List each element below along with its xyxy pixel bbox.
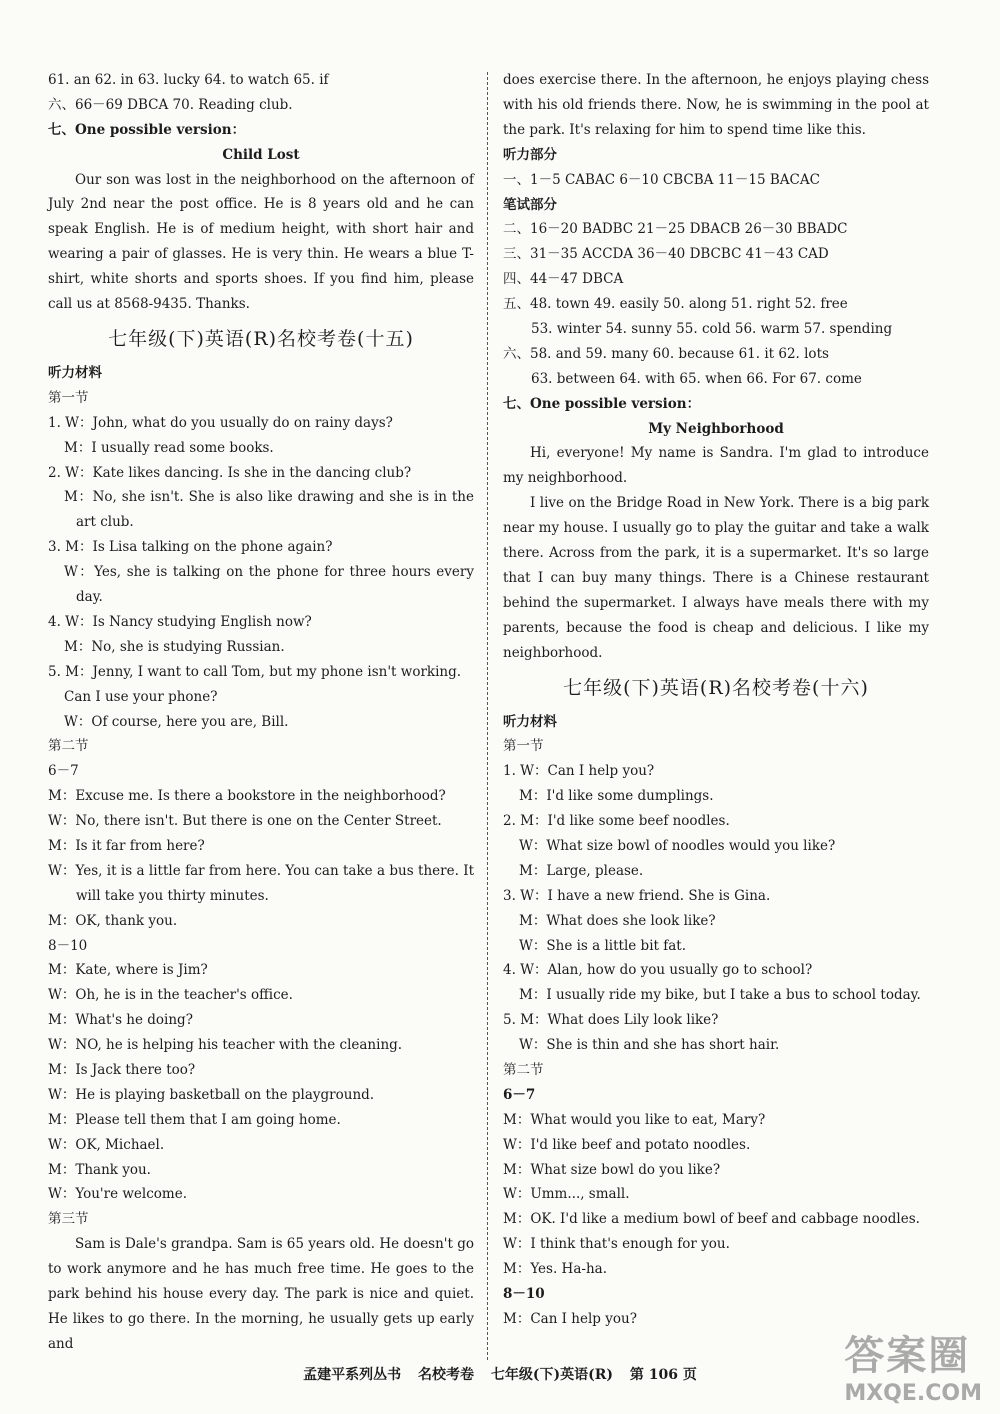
- text-line: M：What would you like to eat, Mary?: [503, 1111, 766, 1128]
- dialogue-line: M：No, she is studying Russian.: [64, 638, 285, 655]
- text-line: 3. M：Is Lisa talking on the phone again?: [48, 539, 333, 556]
- text-line: W：I think that's enough for you.: [503, 1236, 730, 1253]
- left-column: [48, 68, 474, 1357]
- text-line: M：Is it far from here?: [48, 837, 205, 854]
- text-line: W：Oh, he is in the teacher's office.: [48, 987, 293, 1004]
- text-line: M：Can I help you?: [503, 1310, 637, 1327]
- answer-line: 53. winter 54. sunny 55. cold 56. warm 57. spending: [531, 320, 893, 337]
- section-heading: 七、One possible version：: [48, 121, 246, 138]
- text-line: 5. M：Jenny, I want to call Tom, but my phone isn't working.: [48, 663, 462, 680]
- text-line: 第一节: [48, 389, 89, 406]
- text-line: W：You're welcome.: [48, 1186, 188, 1203]
- text-line: 61. an 62. in 63. lucky 64. to watch 65. if: [48, 72, 329, 88]
- text-line: 六、66－69 DBCA 70. Reading club.: [48, 96, 293, 113]
- section-heading: 6－7: [503, 1086, 536, 1103]
- text-line: 8－10: [48, 937, 88, 954]
- answer-line: 63. between 64. with 65. when 66. For 67. come: [531, 370, 862, 387]
- footer-book: 名校考卷: [418, 1367, 474, 1383]
- text-line: 第一节: [503, 738, 544, 755]
- text-line: M：Yes. Ha-ha.: [503, 1261, 607, 1278]
- text-line: 一、1－5 CABAC 6－10 CBCBA 11－15 BACAC: [503, 171, 820, 188]
- text-line: 6－7: [48, 763, 79, 780]
- text-line: W：Umm..., small.: [503, 1186, 630, 1203]
- watermark: [844, 1324, 982, 1406]
- text-line: 第二节: [503, 1062, 544, 1079]
- dialogue-line: W：Of course, here you are, Bill.: [64, 713, 289, 730]
- dialogue-line: W：Yes, she is talking on the phone for three hours every day.: [64, 564, 474, 606]
- paragraph: Our son was lost in the neighborhood on the afternoon of July 2nd near the post office. He is 8 years old and he can speak English. He is of medium height, with short hair and wearing a pair of glasses. He is very thin. He wears a blue T-shirt, white shorts and sports shoes. If you find him, please call us at 8568-9435. Thanks.: [48, 171, 474, 313]
- dialogue-line: W：Yes, it is a little far from here. You can take a bus there. It will take you thirty minutes.: [48, 862, 474, 904]
- column-divider: [487, 72, 488, 1360]
- text-line: 第二节: [48, 738, 89, 755]
- text-line: 2. M：I'd like some beef noodles.: [503, 813, 730, 830]
- text-line: W：No, there isn't. But there is one on the Center Street.: [48, 813, 442, 830]
- footer-page-number: 第 106 页: [629, 1367, 697, 1383]
- text-line: M：Kate, where is Jim?: [48, 962, 208, 979]
- section-heading: 8－10: [503, 1286, 545, 1303]
- text-line: W：He is playing basketball on the playground.: [48, 1086, 375, 1103]
- essay-title: My Neighborhood: [648, 420, 784, 437]
- dialogue-line: M：I usually ride my bike, but I take a bus to school today.: [519, 987, 921, 1004]
- text-line: 第三节: [48, 1211, 89, 1228]
- section-heading: 七、One possible version：: [503, 395, 701, 412]
- text-line: 4. W：Is Nancy studying English now?: [48, 613, 312, 630]
- footer-series: 孟建平系列丛书: [303, 1367, 402, 1383]
- section-heading: 听力部分: [503, 146, 557, 163]
- dialogue-line: W：She is thin and she has short hair.: [519, 1037, 780, 1054]
- text-line: 五、48. town 49. easily 50. along 51. right 52. free: [503, 296, 848, 313]
- text-line: 六、58. and 59. many 60. because 61. it 62. lots: [503, 345, 829, 362]
- exam-title: 七年级(下)英语(R)名校考卷(十六): [563, 676, 869, 699]
- text-line: M：What's he doing?: [48, 1012, 193, 1029]
- paragraph: I live on the Bridge Road in New York. There is a big park near my house. I usually go to play the guitar and take a walk there. Across from the park, it is a supermarket. It's so large that I can buy many things. There is a Chinese restaurant behind the supermarket. I always have meals there with my parents, because the food is cheap and delicious. I like my neighborhood.: [503, 495, 929, 661]
- text-line: M：What size bowl do you like?: [503, 1161, 721, 1178]
- dialogue-line: M：What does she look like?: [519, 912, 716, 929]
- text-line: M：Is Jack there too?: [48, 1062, 196, 1079]
- text-line: 5. M：What does Lily look like?: [503, 1012, 719, 1029]
- text-line: 2. W：Kate likes dancing. Is she in the dancing club?: [48, 464, 412, 481]
- text-line: W：NO, he is helping his teacher with the cleaning.: [48, 1037, 403, 1054]
- section-heading: 听力材料: [503, 713, 557, 730]
- dialogue-line: M：I'd like some dumplings.: [519, 788, 714, 805]
- text-line: 二、16－20 BADBC 21－25 DBACB 26－30 BBADC: [503, 221, 848, 238]
- text-line: M：Please tell them that I am going home.: [48, 1111, 341, 1128]
- dialogue-line: Can I use your phone?: [64, 688, 218, 705]
- paragraph: Hi, everyone! My name is Sandra. I'm glad to introduce my neighborhood.: [503, 445, 929, 487]
- text-line: W：OK, Michael.: [48, 1136, 165, 1153]
- text-line: 3. W：I have a new friend. She is Gina.: [503, 887, 771, 904]
- text-line: M：Excuse me. Is there a bookstore in the neighborhood?: [48, 788, 446, 805]
- text-line: 四、44－47 DBCA: [503, 271, 624, 288]
- dialogue-line: W：She is a little bit fat.: [519, 937, 686, 954]
- dialogue-line: W：What size bowl of noodles would you like?: [519, 838, 836, 855]
- right-column: [503, 68, 929, 1332]
- text-line: M：OK, thank you.: [48, 912, 178, 929]
- text-line: 三、31－35 ACCDA 36－40 DBCBC 41－43 CAD: [503, 246, 829, 263]
- dialogue-line: M：I usually read some books.: [64, 439, 274, 456]
- watermark-url: MXQE.COM: [844, 1381, 982, 1406]
- dialogue-line: M：No, she isn't. She is also like drawing and she is in the art club.: [64, 489, 474, 531]
- essay-title: Child Lost: [222, 146, 300, 163]
- footer-grade: 七年级(下)英语(R): [490, 1367, 614, 1383]
- text-line: M：OK. I'd like a medium bowl of beef and cabbage noodles.: [503, 1211, 920, 1228]
- text-line: 1. W：John, what do you usually do on rainy days?: [48, 414, 393, 431]
- text-line: W：I'd like beef and potato noodles.: [503, 1136, 751, 1153]
- dialogue-line: M：Large, please.: [519, 862, 644, 879]
- section-heading: 笔试部分: [503, 196, 557, 213]
- text-line: 4. W：Alan, how do you usually go to school?: [503, 962, 813, 979]
- section-heading: 听力材料: [48, 365, 102, 381]
- paragraph: Sam is Dale's grandpa. Sam is 65 years old. He doesn't go to work anymore and he has much free time. He goes to the park behind his house every day. The park is nice and quiet. He likes to go there. In the morning, he usually gets up early and: [48, 1236, 474, 1352]
- text-line: M：Thank you.: [48, 1161, 151, 1178]
- text-line: 1. W：Can I help you?: [503, 763, 655, 780]
- exam-title: 七年级(下)英语(R)名校考卷(十五): [108, 328, 414, 350]
- paragraph: does exercise there. In the afternoon, he enjoys playing chess with his old friends there. Now, he is swimming in the pool at the park. It's relaxing for him to spend time like this.: [503, 72, 929, 138]
- watermark-logo-text: 答案圈: [844, 1333, 971, 1379]
